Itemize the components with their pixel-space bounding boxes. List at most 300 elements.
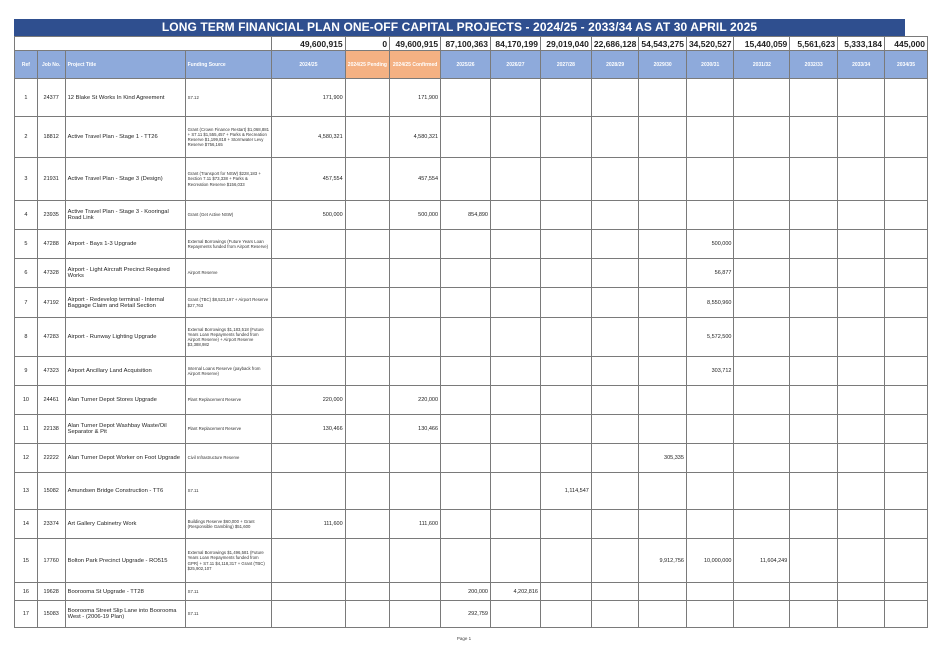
amount-cell	[734, 601, 790, 628]
ref-cell: 16	[15, 583, 38, 601]
amount-cell: 111,600	[272, 510, 345, 539]
job-no-cell: 47323	[37, 357, 65, 386]
amount-cell	[540, 79, 591, 117]
amount-cell	[790, 510, 838, 539]
job-no-cell: 21931	[37, 158, 65, 201]
job-no-cell: 15083	[37, 601, 65, 628]
capital-projects-table	[14, 36, 928, 628]
job-no-cell: 47192	[37, 288, 65, 318]
amount-cell	[491, 539, 541, 583]
amount-cell	[639, 201, 687, 230]
amount-cell	[390, 230, 441, 259]
amount-cell	[591, 117, 639, 158]
amount-cell	[734, 318, 790, 357]
amount-cell	[790, 357, 838, 386]
amount-cell: 500,000	[686, 230, 734, 259]
project-title-cell: Amundsen Bridge Construction - TT6	[65, 473, 185, 510]
funding-source-cell: Internal Loans Reserve (payback from Airport Reserve)	[185, 357, 272, 386]
amount-cell	[540, 444, 591, 473]
amount-cell	[491, 601, 541, 628]
amount-cell	[491, 288, 541, 318]
total-cell: 49,600,915	[272, 37, 345, 51]
amount-cell: 4,202,816	[491, 583, 541, 601]
amount-cell	[639, 601, 687, 628]
amount-cell	[345, 415, 390, 444]
amount-cell: 303,712	[686, 357, 734, 386]
header-year: 2028/29	[591, 51, 639, 79]
table-row	[15, 79, 928, 117]
amount-cell	[345, 357, 390, 386]
total-cell: 49,600,915	[390, 37, 441, 51]
amount-cell	[441, 230, 491, 259]
amount-cell	[838, 415, 885, 444]
amount-cell	[491, 158, 541, 201]
amount-cell	[345, 601, 390, 628]
job-no-cell: 23374	[37, 510, 65, 539]
amount-cell	[345, 117, 390, 158]
table-row	[15, 201, 928, 230]
job-no-cell: 24461	[37, 386, 65, 415]
amount-cell	[686, 201, 734, 230]
ref-cell: 5	[15, 230, 38, 259]
totals-spacer	[15, 37, 272, 51]
amount-cell	[345, 539, 390, 583]
amount-cell	[838, 230, 885, 259]
amount-cell	[591, 79, 639, 117]
amount-cell	[790, 79, 838, 117]
amount-cell	[272, 230, 345, 259]
amount-cell	[491, 415, 541, 444]
amount-cell	[639, 318, 687, 357]
table-row	[15, 259, 928, 288]
project-title-cell: Active Travel Plan - Stage 3 (Design)	[65, 158, 185, 201]
amount-cell	[591, 201, 639, 230]
amount-cell	[734, 158, 790, 201]
amount-cell	[591, 601, 639, 628]
project-title-cell: 12 Blake St Works In Kind Agreement	[65, 79, 185, 117]
amount-cell: 130,466	[272, 415, 345, 444]
amount-cell	[491, 473, 541, 510]
amount-cell: 171,900	[390, 79, 441, 117]
funding-source-cell: Grant (Transport for NSW) $228,183 + Section 7.11 $73,338 + Parks & Recreation Reserve $156,033	[185, 158, 272, 201]
table-row	[15, 539, 928, 583]
amount-cell	[390, 473, 441, 510]
amount-cell: 10,000,000	[686, 539, 734, 583]
amount-cell	[540, 601, 591, 628]
amount-cell	[838, 583, 885, 601]
project-title-cell: Alan Turner Depot Washbay Waste/Oil Separator & Pit	[65, 415, 185, 444]
amount-cell: 8,550,960	[686, 288, 734, 318]
total-cell: 22,686,128	[591, 37, 639, 51]
table-row	[15, 117, 928, 158]
job-no-cell: 22138	[37, 415, 65, 444]
amount-cell	[272, 539, 345, 583]
amount-cell: 130,466	[390, 415, 441, 444]
header-year: 2032/33	[790, 51, 838, 79]
amount-cell	[885, 473, 928, 510]
job-no-cell: 17760	[37, 539, 65, 583]
amount-cell	[686, 601, 734, 628]
table-row	[15, 601, 928, 628]
amount-cell	[790, 539, 838, 583]
amount-cell	[734, 415, 790, 444]
amount-cell	[345, 230, 390, 259]
amount-cell	[838, 357, 885, 386]
total-cell: 445,000	[885, 37, 928, 51]
table-row	[15, 230, 928, 259]
amount-cell: 11,604,249	[734, 539, 790, 583]
amount-cell	[686, 444, 734, 473]
amount-cell	[686, 473, 734, 510]
job-no-cell: 47328	[37, 259, 65, 288]
job-no-cell: 47283	[37, 318, 65, 357]
amount-cell	[540, 415, 591, 444]
header-year: 2024/25	[272, 51, 345, 79]
header-year: 2027/28	[540, 51, 591, 79]
amount-cell	[639, 117, 687, 158]
amount-cell	[491, 386, 541, 415]
amount-cell	[491, 230, 541, 259]
header-year: 2031/32	[734, 51, 790, 79]
amount-cell	[345, 510, 390, 539]
amount-cell	[345, 583, 390, 601]
project-title-cell: Active Travel Plan - Stage 1 - TT26	[65, 117, 185, 158]
amount-cell	[491, 444, 541, 473]
header-year: 2025/26	[441, 51, 491, 79]
job-no-cell: 23935	[37, 201, 65, 230]
header-row	[15, 51, 928, 79]
job-no-cell: 24377	[37, 79, 65, 117]
amount-cell	[838, 386, 885, 415]
amount-cell	[441, 386, 491, 415]
amount-cell	[272, 473, 345, 510]
amount-cell	[790, 444, 838, 473]
ref-cell: 13	[15, 473, 38, 510]
amount-cell	[591, 583, 639, 601]
amount-cell	[885, 583, 928, 601]
amount-cell	[734, 444, 790, 473]
funding-source-cell: Buildings Reserve $60,000 + Grant (Responsible Gambling) $51,600	[185, 510, 272, 539]
funding-source-cell: Grant (TBC) $8,523,197 + Airport Reserve $27,763	[185, 288, 272, 318]
ref-cell: 17	[15, 601, 38, 628]
project-title-cell: Airport - Runway Lighting Upgrade	[65, 318, 185, 357]
amount-cell	[390, 318, 441, 357]
amount-cell	[272, 583, 345, 601]
amount-cell	[838, 201, 885, 230]
amount-cell	[885, 386, 928, 415]
amount-cell	[441, 79, 491, 117]
amount-cell	[686, 117, 734, 158]
amount-cell	[790, 318, 838, 357]
amount-cell	[390, 288, 441, 318]
amount-cell: 220,000	[272, 386, 345, 415]
ref-cell: 15	[15, 539, 38, 583]
header-ref: Ref	[15, 51, 38, 79]
amount-cell	[838, 79, 885, 117]
amount-cell	[686, 583, 734, 601]
project-title-cell: Alan Turner Depot Worker on Foot Upgrade	[65, 444, 185, 473]
amount-cell	[885, 288, 928, 318]
amount-cell	[639, 415, 687, 444]
amount-cell	[491, 201, 541, 230]
funding-source-cell: S7.11	[185, 473, 272, 510]
amount-cell	[591, 539, 639, 583]
amount-cell	[540, 318, 591, 357]
total-cell: 87,100,363	[441, 37, 491, 51]
amount-cell	[591, 259, 639, 288]
amount-cell	[345, 158, 390, 201]
amount-cell	[345, 444, 390, 473]
amount-cell	[838, 259, 885, 288]
amount-cell	[734, 259, 790, 288]
amount-cell	[441, 158, 491, 201]
amount-cell	[540, 386, 591, 415]
amount-cell: 854,890	[441, 201, 491, 230]
amount-cell	[272, 259, 345, 288]
amount-cell: 171,900	[272, 79, 345, 117]
amount-cell	[441, 357, 491, 386]
funding-source-cell: S7.11	[185, 601, 272, 628]
amount-cell	[441, 288, 491, 318]
funding-source-cell: Grant (Get Active NSW)	[185, 201, 272, 230]
project-title-cell: Boorooma Street Slip Lane into Boorooma West - (2006-19 Plan)	[65, 601, 185, 628]
project-title-cell: Art Gallery Cabinetry Work	[65, 510, 185, 539]
amount-cell	[838, 288, 885, 318]
amount-cell	[540, 539, 591, 583]
amount-cell	[686, 79, 734, 117]
amount-cell	[790, 583, 838, 601]
amount-cell	[790, 230, 838, 259]
amount-cell	[885, 158, 928, 201]
amount-cell	[345, 386, 390, 415]
amount-cell	[639, 230, 687, 259]
amount-cell: 220,000	[390, 386, 441, 415]
total-cell: 15,440,059	[734, 37, 790, 51]
job-no-cell: 19628	[37, 583, 65, 601]
table-row	[15, 473, 928, 510]
ref-cell: 12	[15, 444, 38, 473]
amount-cell	[540, 117, 591, 158]
amount-cell	[734, 117, 790, 158]
job-no-cell: 15082	[37, 473, 65, 510]
total-cell: 29,019,040	[540, 37, 591, 51]
job-no-cell: 22222	[37, 444, 65, 473]
amount-cell	[591, 473, 639, 510]
amount-cell	[272, 601, 345, 628]
header-job-no: Job No.	[37, 51, 65, 79]
amount-cell	[790, 117, 838, 158]
ref-cell: 3	[15, 158, 38, 201]
table-row	[15, 386, 928, 415]
header-year: 2030/31	[686, 51, 734, 79]
ref-cell: 8	[15, 318, 38, 357]
table-row	[15, 288, 928, 318]
ref-cell: 6	[15, 259, 38, 288]
amount-cell	[686, 158, 734, 201]
report-title: LONG TERM FINANCIAL PLAN ONE-OFF CAPITAL PROJECTS - 2024/25 - 2033/34 AS AT 30 APRIL 2025	[14, 19, 905, 36]
amount-cell	[838, 117, 885, 158]
total-cell: 84,170,199	[491, 37, 541, 51]
ref-cell: 9	[15, 357, 38, 386]
amount-cell	[838, 158, 885, 201]
amount-cell	[838, 539, 885, 583]
funding-source-cell: External Borrowings $1,183,518 (Future Years Loan Repayments funded from Airport Reserve) + Airport Reserve $3,388,982	[185, 318, 272, 357]
amount-cell	[272, 357, 345, 386]
amount-cell: 457,554	[272, 158, 345, 201]
funding-source-cell: S7.11	[185, 583, 272, 601]
ref-cell: 1	[15, 79, 38, 117]
amount-cell	[686, 415, 734, 444]
funding-source-cell: Plant Replacement Reserve	[185, 415, 272, 444]
amount-cell: 305,335	[639, 444, 687, 473]
amount-cell	[639, 288, 687, 318]
ref-cell: 7	[15, 288, 38, 318]
project-title-cell: Alan Turner Depot Stores Upgrade	[65, 386, 185, 415]
amount-cell	[591, 415, 639, 444]
amount-cell	[734, 357, 790, 386]
amount-cell	[838, 444, 885, 473]
amount-cell: 200,000	[441, 583, 491, 601]
amount-cell	[441, 259, 491, 288]
amount-cell	[885, 415, 928, 444]
amount-cell	[639, 158, 687, 201]
table-row	[15, 510, 928, 539]
amount-cell: 1,114,547	[540, 473, 591, 510]
amount-cell	[272, 444, 345, 473]
amount-cell	[272, 318, 345, 357]
header-year: 2033/34	[838, 51, 885, 79]
amount-cell: 457,554	[390, 158, 441, 201]
amount-cell	[491, 259, 541, 288]
amount-cell	[491, 117, 541, 158]
amount-cell	[885, 357, 928, 386]
project-title-cell: Airport - Light Aircraft Precinct Required Works	[65, 259, 185, 288]
amount-cell	[491, 318, 541, 357]
amount-cell	[790, 288, 838, 318]
amount-cell	[540, 288, 591, 318]
amount-cell	[491, 510, 541, 539]
amount-cell	[390, 357, 441, 386]
amount-cell	[345, 201, 390, 230]
table-row	[15, 444, 928, 473]
amount-cell	[838, 601, 885, 628]
table-row	[15, 415, 928, 444]
amount-cell	[441, 117, 491, 158]
header-year: 2034/35	[885, 51, 928, 79]
amount-cell	[591, 318, 639, 357]
amount-cell	[790, 415, 838, 444]
amount-cell	[272, 288, 345, 318]
amount-cell	[441, 539, 491, 583]
amount-cell	[345, 473, 390, 510]
funding-source-cell: Civil Infrastructure Reserve	[185, 444, 272, 473]
amount-cell	[885, 259, 928, 288]
amount-cell	[441, 444, 491, 473]
funding-source-cell: Airport Reserve	[185, 259, 272, 288]
page-footer: Page 1	[456, 636, 472, 641]
amount-cell	[591, 230, 639, 259]
table-row	[15, 318, 928, 357]
project-title-cell: Airport - Bays 1-3 Upgrade	[65, 230, 185, 259]
amount-cell: 500,000	[390, 201, 441, 230]
amount-cell	[491, 357, 541, 386]
project-title-cell: Airport - Redevelop terminal - Internal Baggage Claim and Retail Section	[65, 288, 185, 318]
funding-source-cell: External Borrowings $1,496,581 (Future Years Loan Repayments funded from GPR) + S7.11 $4,118,317 + Grant (TBC) $25,902,107	[185, 539, 272, 583]
amount-cell	[591, 444, 639, 473]
amount-cell	[540, 158, 591, 201]
amount-cell	[885, 230, 928, 259]
project-title-cell: Active Travel Plan - Stage 3 - Kooringal Road Link	[65, 201, 185, 230]
amount-cell	[591, 357, 639, 386]
amount-cell	[734, 288, 790, 318]
table-row	[15, 583, 928, 601]
table-row	[15, 158, 928, 201]
amount-cell	[885, 79, 928, 117]
amount-cell: 56,877	[686, 259, 734, 288]
amount-cell	[639, 583, 687, 601]
amount-cell	[441, 318, 491, 357]
funding-source-cell: External Borrowings (Future Years Loan Repayments funded from Airport Reserve)	[185, 230, 272, 259]
amount-cell: 5,572,500	[686, 318, 734, 357]
amount-cell	[540, 510, 591, 539]
header-project-title: Project Title	[65, 51, 185, 79]
ref-cell: 4	[15, 201, 38, 230]
amount-cell	[790, 386, 838, 415]
project-title-cell: Bolton Park Precinct Upgrade - RO515	[65, 539, 185, 583]
amount-cell	[838, 510, 885, 539]
total-cell: 0	[345, 37, 390, 51]
amount-cell	[885, 201, 928, 230]
amount-cell: 500,000	[272, 201, 345, 230]
amount-cell	[734, 386, 790, 415]
funding-source-cell: Grant (Crown Finance Restart) $1,068,881 + S7.11 $1,555,457 + Parks & Recreation Reserve $1,199,818 + Stormwater Levy Reserve $756,165	[185, 117, 272, 158]
header-year: 2026/27	[491, 51, 541, 79]
amount-cell	[639, 79, 687, 117]
amount-cell	[591, 158, 639, 201]
amount-cell	[639, 386, 687, 415]
project-title-cell: Airport Ancillary Land Acquisition	[65, 357, 185, 386]
amount-cell	[790, 158, 838, 201]
amount-cell	[390, 444, 441, 473]
header-year: 2024/25 Confirmed	[390, 51, 441, 79]
ref-cell: 11	[15, 415, 38, 444]
amount-cell	[734, 230, 790, 259]
project-title-cell: Boorooma St Upgrade - TT28	[65, 583, 185, 601]
amount-cell	[734, 510, 790, 539]
header-year: 2029/30	[639, 51, 687, 79]
amount-cell	[639, 259, 687, 288]
amount-cell: 4,580,321	[390, 117, 441, 158]
amount-cell: 4,580,321	[272, 117, 345, 158]
amount-cell	[390, 259, 441, 288]
amount-cell	[790, 201, 838, 230]
amount-cell	[885, 539, 928, 583]
amount-cell	[686, 386, 734, 415]
amount-cell	[591, 510, 639, 539]
amount-cell	[639, 510, 687, 539]
total-cell: 34,520,527	[686, 37, 734, 51]
amount-cell	[345, 288, 390, 318]
total-cell: 54,543,275	[639, 37, 687, 51]
amount-cell	[885, 318, 928, 357]
amount-cell	[790, 473, 838, 510]
amount-cell: 292,759	[441, 601, 491, 628]
amount-cell	[540, 583, 591, 601]
table-row	[15, 357, 928, 386]
amount-cell	[345, 318, 390, 357]
amount-cell	[639, 357, 687, 386]
amount-cell	[885, 601, 928, 628]
